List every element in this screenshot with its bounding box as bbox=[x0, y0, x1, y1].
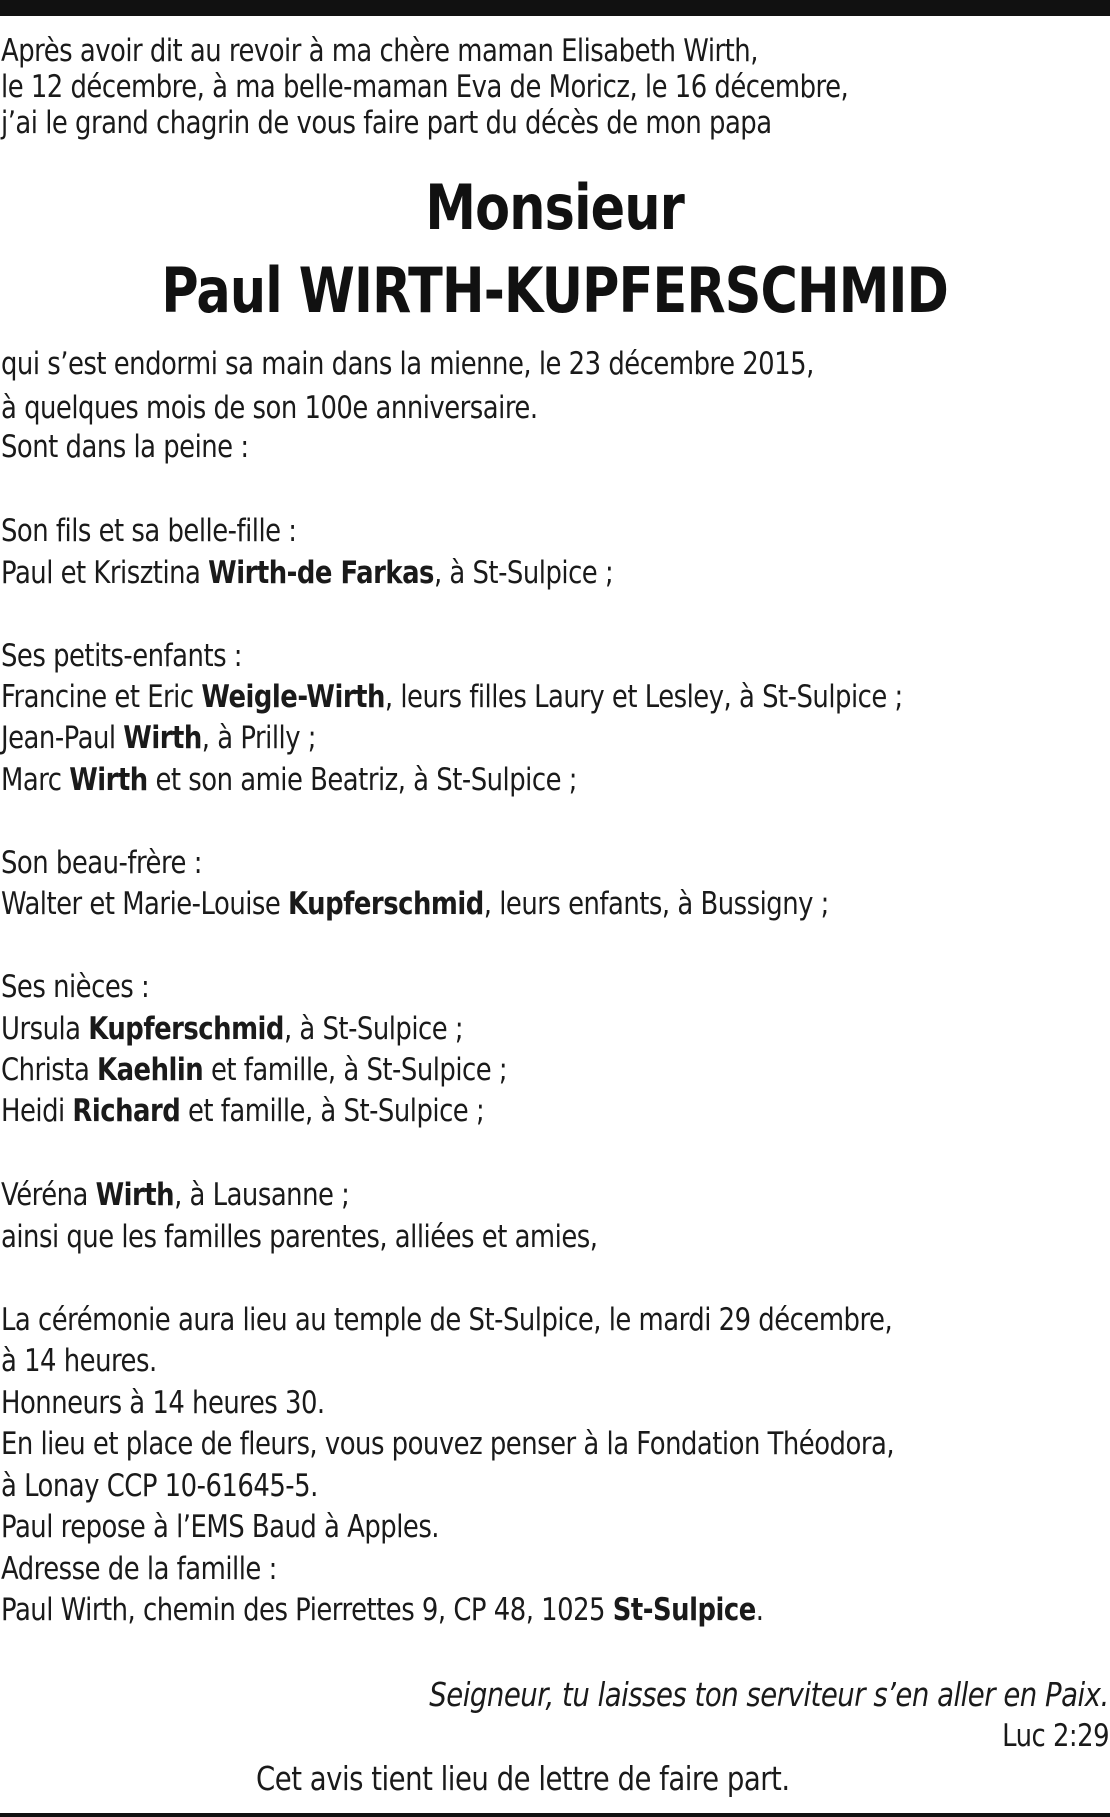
ceremony-line-6: Paul repose à l’EMS Baud à Apples. bbox=[1, 1509, 440, 1545]
grandchildren-heading: Ses petits-enfants : bbox=[1, 638, 243, 674]
deceased-name-text: Paul WIRTH-KUPFERSCHMID bbox=[161, 254, 949, 327]
deceased-title bbox=[0, 172, 1110, 244]
passing-line-2: à quelques mois de son 100e anniversaire. bbox=[1, 390, 538, 426]
son-heading: Son fils et sa belle-fille : bbox=[1, 513, 297, 549]
verena-line-post: , à Lausanne ; bbox=[174, 1177, 350, 1213]
deceased-name bbox=[0, 255, 1110, 327]
verena-line-pre: Véréna bbox=[1, 1177, 96, 1213]
ceremony-line-3: Honneurs à 14 heures 30. bbox=[1, 1385, 325, 1421]
grandchild-line bbox=[1, 760, 577, 800]
niece-line-post: et famille, à St-Sulpice ; bbox=[203, 1052, 508, 1088]
passing-line-1: qui s’est endormi sa main dans la mienne, le 23 décembre 2015, bbox=[1, 346, 814, 382]
grandchild-line-name: Wirth bbox=[69, 762, 148, 798]
son-line-post: , à St-Sulpice ; bbox=[433, 555, 614, 591]
niece-line-post: et famille, à St-Sulpice ; bbox=[180, 1093, 485, 1129]
grandchild-line-post: , à Prilly ; bbox=[201, 720, 316, 756]
ceremony-line-5: à Lonay CCP 10-61645-5. bbox=[1, 1468, 318, 1504]
grandchild-line-post: , leurs filles Laury et Lesley, à St-Sulpice ; bbox=[384, 679, 903, 715]
bottom-rule bbox=[0, 1813, 1110, 1817]
niece-line-pre: Christa bbox=[1, 1052, 98, 1088]
brother-in-law-line bbox=[1, 884, 829, 924]
niece-line bbox=[1, 1050, 507, 1090]
grandchild-line-pre: Francine et Eric bbox=[1, 679, 202, 715]
grandchild-line-pre: Jean-Paul bbox=[1, 720, 124, 756]
niece-line bbox=[1, 1009, 463, 1049]
ceremony-line-4: En lieu et place de fleurs, vous pouvez penser à la Fondation Théodora, bbox=[1, 1426, 895, 1462]
son-line-name: Wirth-de Farkas bbox=[208, 555, 434, 591]
grandchild-line bbox=[1, 718, 316, 758]
son-line bbox=[1, 553, 613, 593]
ceremony-line-7: Adresse de la famille : bbox=[1, 1551, 277, 1587]
grandchild-line bbox=[1, 677, 903, 717]
address-line-town: St-Sulpice bbox=[612, 1592, 756, 1628]
footer-note: Cet avis tient lieu de lettre de faire part. bbox=[256, 1759, 790, 1798]
bible-quote: Seigneur, tu laisses ton serviteur s’en aller en Paix. bbox=[429, 1675, 1109, 1714]
deceased-title-text: Monsieur bbox=[425, 171, 685, 244]
address-line bbox=[1, 1590, 763, 1630]
top-rule bbox=[0, 0, 1110, 16]
families-line: ainsi que les familles parentes, alliées et amies, bbox=[1, 1219, 598, 1255]
grandchild-line-name: Wirth bbox=[123, 720, 202, 756]
ceremony-line-1: La cérémonie aura lieu au temple de St-Sulpice, le mardi 29 décembre, bbox=[1, 1302, 893, 1338]
niece-line-post: , à St-Sulpice ; bbox=[283, 1011, 464, 1047]
verena-line-name: Wirth bbox=[95, 1177, 175, 1213]
intro-line-3: j’ai le grand chagrin de vous faire part du décès de mon papa bbox=[1, 105, 772, 141]
ceremony-line-2: à 14 heures. bbox=[1, 1343, 157, 1379]
grandchild-line-post: et son amie Beatriz, à St-Sulpice ; bbox=[147, 762, 577, 798]
grandchild-line-pre: Marc bbox=[1, 762, 70, 798]
son-line-pre: Paul et Krisztina bbox=[1, 555, 209, 591]
niece-line bbox=[1, 1091, 484, 1131]
niece-line-pre: Ursula bbox=[1, 1011, 89, 1047]
niece-line-name: Kaehlin bbox=[97, 1052, 204, 1088]
niece-line-pre: Heidi bbox=[1, 1093, 73, 1129]
brother-in-law-heading: Son beau-frère : bbox=[1, 845, 202, 881]
niece-line-name: Kupferschmid bbox=[88, 1011, 284, 1047]
brother-in-law-line-name: Kupferschmid bbox=[288, 886, 484, 922]
intro-line-1: Après avoir dit au revoir à ma chère maman Elisabeth Wirth, bbox=[1, 33, 758, 69]
bible-reference: Luc 2:29 bbox=[1002, 1718, 1109, 1754]
passing-line-3: Sont dans la peine : bbox=[1, 429, 249, 465]
brother-in-law-line-pre: Walter et Marie-Louise bbox=[1, 886, 289, 922]
verena-line bbox=[1, 1175, 349, 1215]
nieces-heading: Ses nièces : bbox=[1, 969, 150, 1005]
niece-line-name: Richard bbox=[72, 1093, 181, 1129]
address-line-post: . bbox=[755, 1592, 764, 1628]
address-line-pre: Paul Wirth, chemin des Pierrettes 9, CP 48, 1025 bbox=[1, 1592, 613, 1628]
grandchild-line-name: Weigle-Wirth bbox=[201, 679, 385, 715]
brother-in-law-line-post: , leurs enfants, à Bussigny ; bbox=[483, 886, 829, 922]
intro-line-2: le 12 décembre, à ma belle-maman Eva de Moricz, le 16 décembre, bbox=[1, 69, 849, 105]
